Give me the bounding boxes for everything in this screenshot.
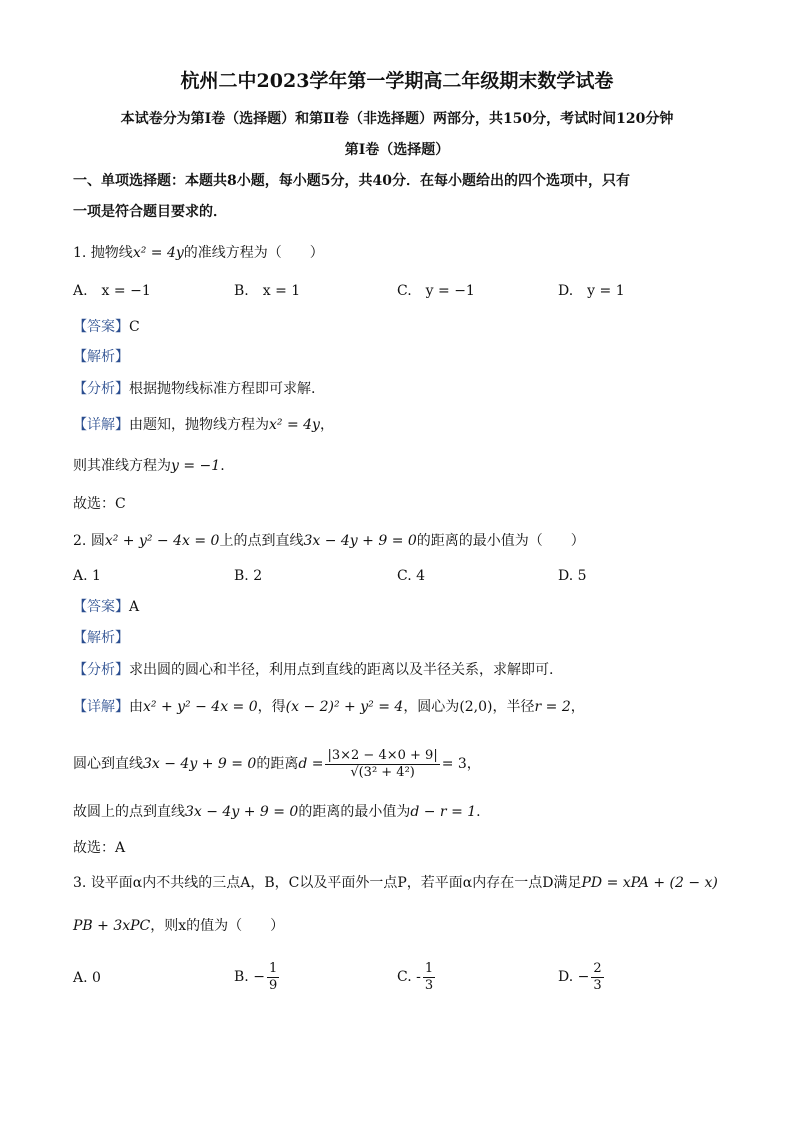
detail-tag: 【详解】 — [73, 417, 129, 433]
q1-option-c: C. y = −1 — [397, 283, 475, 299]
q2-detail-line1 — [73, 698, 585, 716]
q1-option-a: A. x = −1 — [73, 283, 151, 299]
equation: r = 2 — [534, 699, 571, 715]
q2-detail-line3 — [73, 803, 481, 821]
question-2-stem — [73, 532, 585, 550]
section-heading-line2: 一项是符合题目要求的． — [73, 204, 227, 220]
fraction-numerator: |3×2 − 4×0 + 9| — [327, 747, 438, 763]
fraction-denominator: 3 — [593, 977, 602, 993]
detail-text: ，半径 — [492, 699, 535, 715]
q1-analysis-tag — [73, 348, 129, 366]
q2-fenxi — [73, 661, 553, 679]
equation: d − r = 1 — [410, 804, 477, 820]
fraction-denominator: 9 — [268, 977, 278, 993]
equation: x² = 4y — [132, 245, 184, 261]
q2-choice: 故选：A — [73, 840, 126, 856]
fenxi-tag: 【分析】 — [73, 381, 129, 397]
fraction-denominator: √(3² + 4²) — [350, 764, 415, 780]
detail-text: . — [220, 458, 225, 474]
detail-text: . — [476, 804, 481, 820]
question-3-stem-line1 — [73, 874, 718, 892]
q1-detail-line1 — [73, 416, 334, 434]
fraction — [267, 961, 279, 994]
sign: − — [253, 969, 265, 985]
answer-value: C — [129, 319, 140, 335]
equation: (2,0) — [459, 699, 493, 715]
q1-answer — [73, 318, 140, 336]
exam-intro: 本试卷分为第Ⅰ卷（选择题）和第Ⅱ卷（非选择题）两部分，共150分，考试时间120分钟 — [120, 111, 674, 127]
fraction-numerator: 1 — [424, 960, 434, 976]
equation: 3x − 4y + 9 = 0 — [303, 533, 417, 549]
q2-option-a: A. 1 — [73, 568, 101, 584]
q2-option-d: D. 5 — [558, 568, 587, 584]
equation: x² + y² − 4x = 0 — [143, 699, 258, 715]
stem-text: 圆 — [90, 533, 105, 549]
fraction-denominator: 3 — [424, 977, 434, 993]
detail-text: 的距离 — [256, 756, 299, 772]
q2-answer — [73, 598, 139, 616]
stem-text: 上的点到直线 — [219, 533, 304, 549]
question-number: 3. — [73, 875, 87, 891]
detail-text: 圆心到直线 — [73, 756, 143, 772]
detail-text: ， — [466, 756, 481, 772]
answer-tag: 【答案】 — [73, 599, 129, 615]
answer-value: A — [129, 599, 140, 615]
analysis-tag: 【解析】 — [73, 349, 129, 365]
part-title: 第Ⅰ卷（选择题） — [344, 142, 450, 158]
fenxi-tag: 【分析】 — [73, 662, 129, 678]
q1-option-b: B. x = 1 — [234, 283, 301, 299]
option-label: C. — [397, 969, 412, 985]
sign: - — [416, 969, 421, 985]
fraction — [423, 961, 435, 994]
q1-choice: 故选：C — [73, 496, 126, 512]
detail-text: ，得 — [257, 699, 286, 715]
equation: x² + y² − 4x = 0 — [104, 533, 220, 549]
q3-option-a: A. 0 — [73, 970, 101, 986]
option-label: B. — [234, 969, 249, 985]
detail-text: ，圆心为 — [403, 699, 460, 715]
vector-equation: PB + 3xPC — [73, 918, 151, 934]
q3-option-b — [234, 955, 281, 999]
question-number: 2. — [73, 533, 87, 549]
fenxi-text: 求出圆的圆心和半径，利用点到直线的距离以及半径关系，求解即可. — [129, 662, 554, 678]
vector-equation: PD = xPA + (2 − x) — [581, 875, 718, 891]
fraction-numerator: 1 — [268, 960, 278, 976]
detail-tag: 【详解】 — [73, 699, 129, 715]
fraction — [591, 961, 603, 994]
fraction-numerator: 2 — [593, 960, 602, 976]
detail-text: ， — [570, 699, 585, 715]
detail-text: 由 — [129, 699, 143, 715]
stem-text: 设平面α内不共线的三点A，B，C以及平面外一点P，若平面α内存在一点D满足 — [90, 875, 582, 891]
exam-title: 杭州二中2023学年第一学期高二年级期末数学试卷 — [180, 70, 614, 92]
section-heading-line1: 一、单项选择题：本题共8小题，每小题5分，共40分．在每小题给出的四个选项中，只有 — [73, 173, 630, 189]
stem-text: 的准线方程为（ ） — [183, 245, 324, 261]
option-label: D. — [558, 969, 574, 985]
q3-option-c — [397, 955, 437, 999]
q2-option-c: C. 4 — [397, 568, 426, 584]
answer-tag: 【答案】 — [73, 319, 129, 335]
equation: (x − 2)² + y² = 4 — [285, 699, 404, 715]
equation: 3x − 4y + 9 = 0 — [143, 756, 257, 772]
detail-text: 故圆上的点到直线 — [73, 804, 185, 820]
distance-fraction — [325, 748, 439, 781]
detail-text: 则其准线方程为 — [73, 458, 171, 474]
q2-detail-line2 — [73, 742, 481, 786]
q1-detail-line2 — [73, 457, 225, 475]
q2-option-b: B. 2 — [234, 568, 263, 584]
question-number: 1. — [73, 245, 87, 261]
detail-text: 的距离的最小值为 — [298, 804, 411, 820]
stem-text: 抛物线 — [90, 245, 133, 261]
q3-option-d — [558, 955, 606, 999]
detail-text: 由题知，抛物线方程为 — [129, 417, 269, 433]
q2-analysis-tag — [73, 629, 129, 647]
stem-text: ，则x的值为（ ） — [150, 918, 285, 934]
q1-fenxi — [73, 380, 315, 398]
equation: y = −1 — [171, 458, 221, 474]
detail-text: ， — [319, 417, 334, 433]
question-3-stem-line2 — [73, 917, 284, 935]
equation: d = — [298, 756, 324, 772]
equation: = 3 — [441, 756, 467, 772]
question-1-stem — [73, 244, 324, 262]
sign: − — [577, 969, 590, 985]
analysis-tag: 【解析】 — [73, 630, 129, 646]
equation: 3x − 4y + 9 = 0 — [185, 804, 299, 820]
equation: x² = 4y — [269, 417, 320, 433]
q1-option-d: D. y = 1 — [558, 283, 625, 299]
stem-text: 的距离的最小值为（ ） — [416, 533, 585, 549]
fenxi-text: 根据抛物线标准方程即可求解. — [129, 381, 316, 397]
